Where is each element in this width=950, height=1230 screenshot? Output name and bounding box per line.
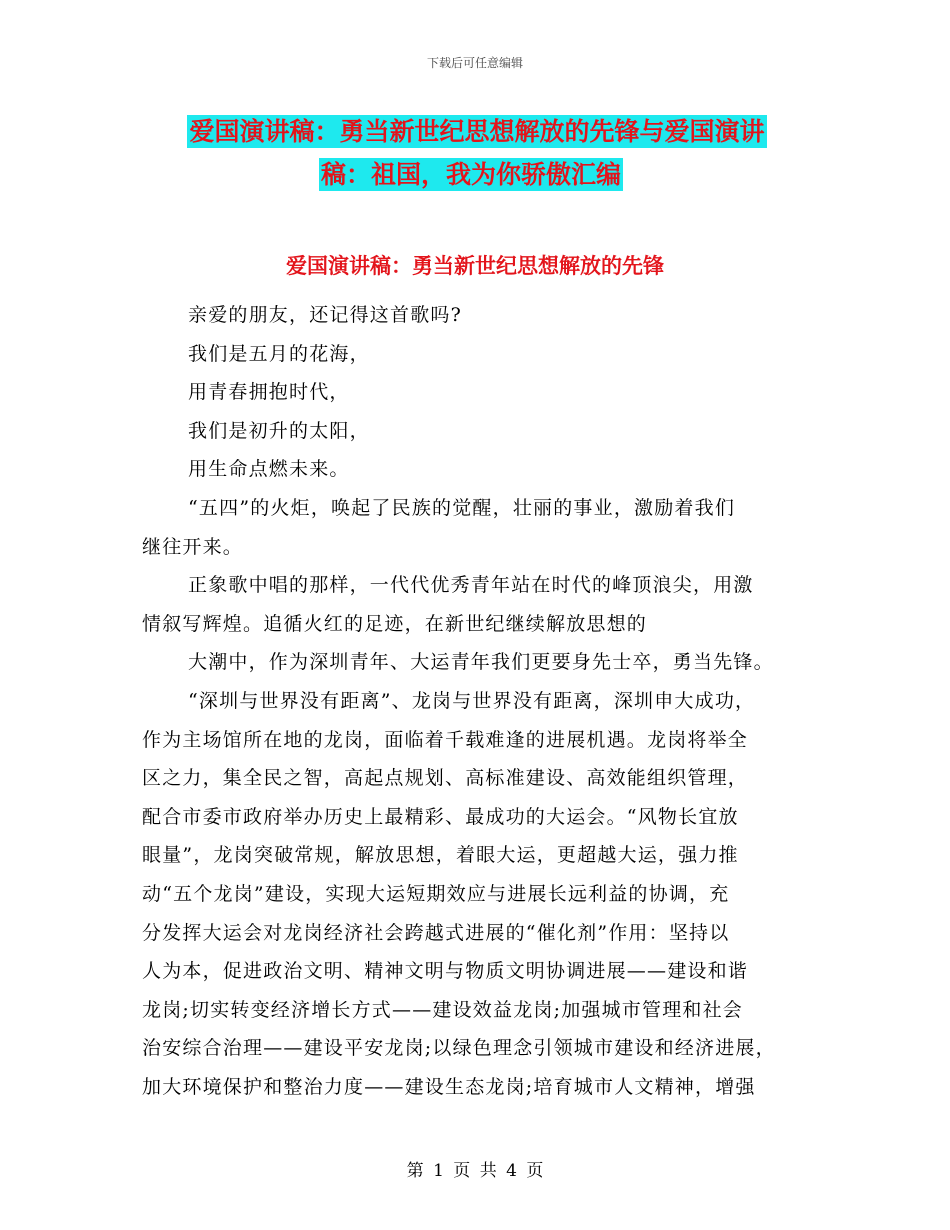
body-line: “深圳与世界没有距离”、龙岗与世界没有距离，深圳申大成功， [188, 689, 756, 712]
body-line: 配合市委市政府举办历史上最精彩、最成功的大运会。“风物长宜放 [142, 805, 739, 828]
title-highlight-2: 稿：祖国，我为你骄傲汇编 [320, 160, 621, 189]
body-line: 眼量”，龙岗突破常规，解放思想，着眼大运，更超越大运，强力推 [142, 844, 739, 867]
body-line: 治安综合治理——建设平安龙岗;以绿色理念引领城市建设和经济进展， [142, 1037, 776, 1060]
body-line: 我们是五月的花海， [188, 342, 370, 365]
page-number-footer: 第 1 页 共 4 页 [406, 1161, 544, 1181]
body-line: 正象歌中唱的那样，一代代优秀青年站在时代的峰顶浪尖，用激 [188, 574, 754, 597]
body-line: 用生命点燃未来。 [188, 458, 350, 481]
title-highlight-1: 爱国演讲稿：勇当新世纪思想解放的先锋与爱国演讲 [189, 117, 765, 146]
body-line: 加大环境保护和整治力度——建设生态龙岗;培育城市人文精神，增强 [142, 1075, 756, 1098]
body-line: 情叙写辉煌。追循火红的足迹，在新世纪继续解放思想的 [142, 612, 648, 635]
body-text [142, 296, 822, 1106]
body-line: 龙岗;切实转变经济增长方式——建设效益龙岗;加强城市管理和社会 [142, 998, 744, 1021]
body-line: 用青春拥抱时代， [188, 381, 350, 404]
header-note: 下载后可任意编辑 [426, 56, 523, 70]
document-title-line-1 [2, 115, 950, 148]
body-line: 区之力，集全民之智，高起点规划、高标准建设、高效能组织管理， [142, 767, 749, 790]
section-title: 爱国演讲稿：勇当新世纪思想解放的先锋 [286, 254, 664, 278]
body-line: 动“五个龙岗”建设，实现大运短期效应与进展长远利益的协调，充 [142, 882, 730, 905]
body-line: 分发挥大运会对龙岗经济社会跨越式进展的“催化剂”作用：坚持以 [142, 921, 730, 944]
body-line: 继往开来。 [142, 535, 244, 558]
body-line: 我们是初升的太阳， [188, 419, 370, 442]
body-line: 亲爱的朋友，还记得这首歌吗? [188, 304, 462, 326]
body-line: “五四”的火炬，唤起了民族的觉醒，壮丽的事业，激励着我们 [188, 496, 736, 519]
document-title-line-2 [0, 158, 946, 191]
body-line: 大潮中，作为深圳青年、大运青年我们更要身先士卒，勇当先锋。 [188, 651, 774, 674]
body-line: 人为本，促进政治文明、精神文明与物质文明协调进展——建设和谐 [142, 960, 749, 983]
body-line: 作为主场馆所在地的龙岗，面临着千载难逢的进展机遇。龙岗将举全 [142, 728, 749, 751]
